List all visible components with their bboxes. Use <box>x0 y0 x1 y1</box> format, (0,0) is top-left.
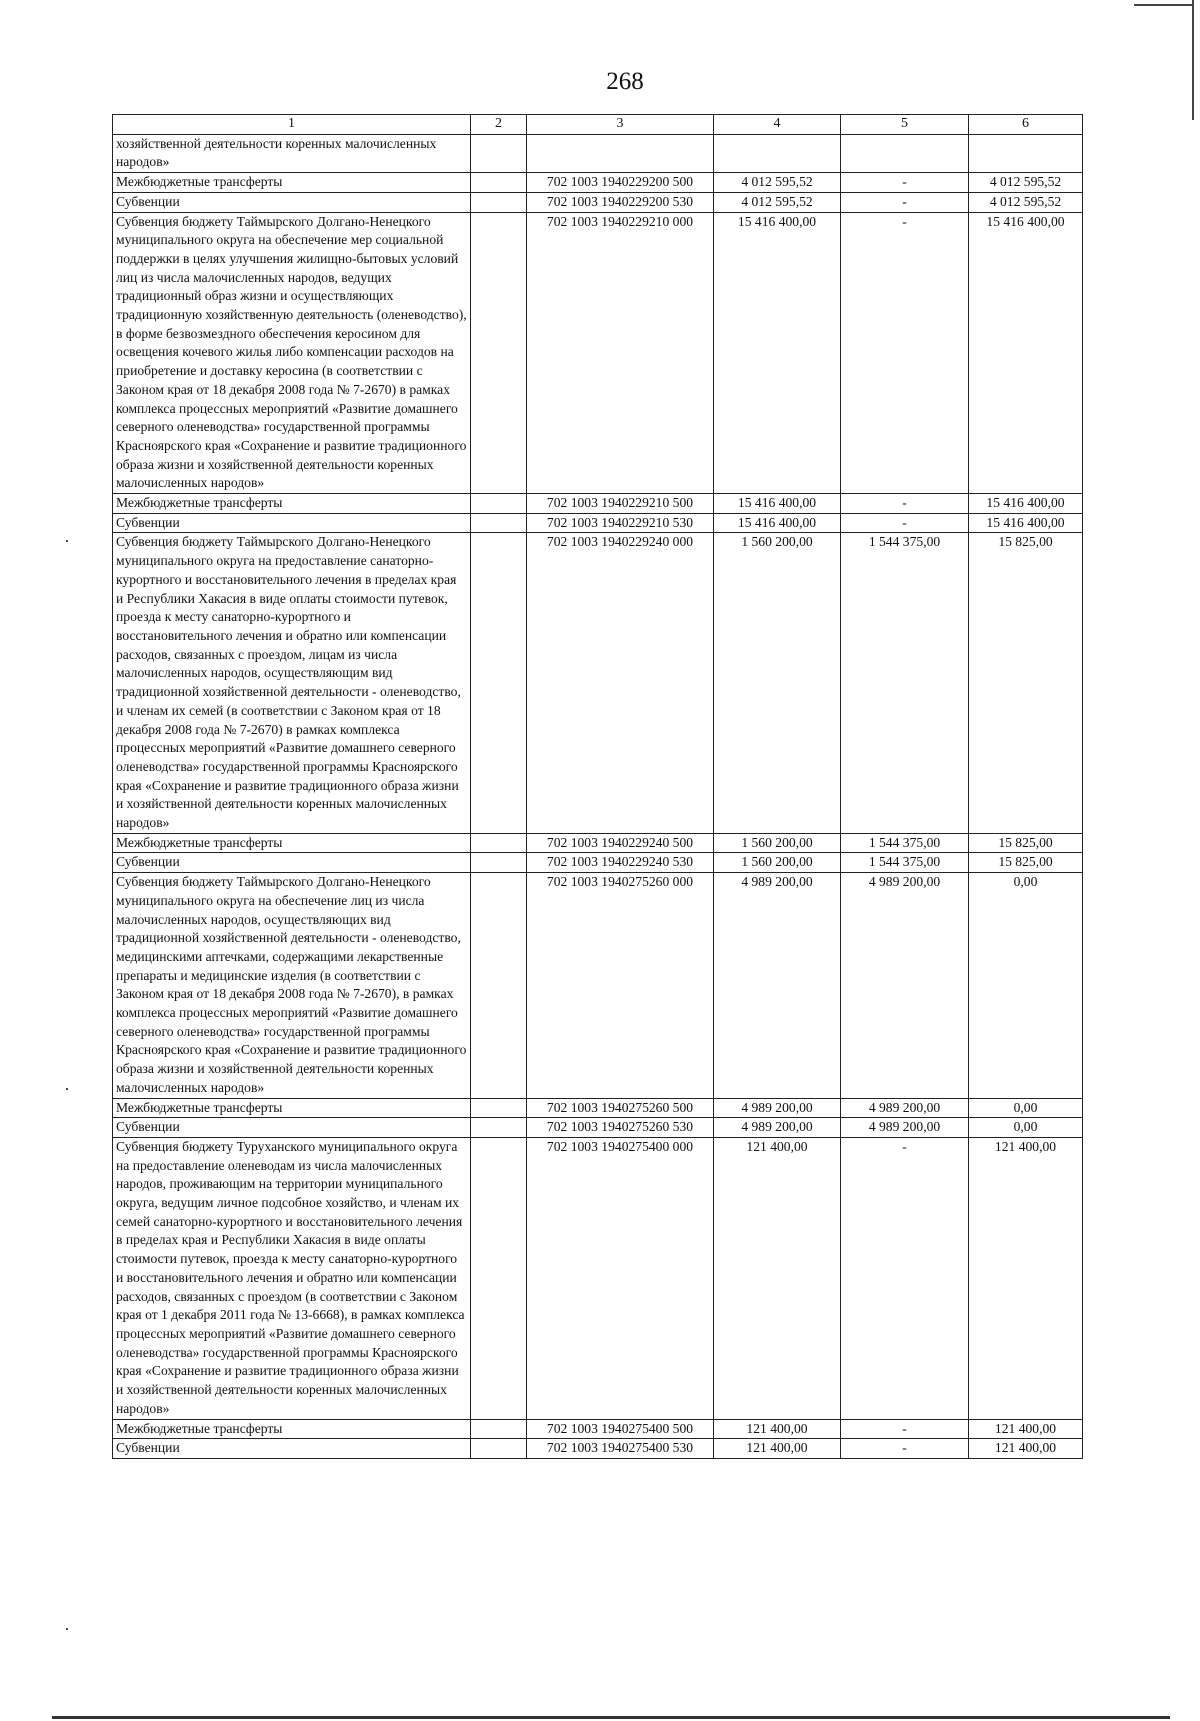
row-value-6: 15 416 400,00 <box>969 494 1083 514</box>
row-col-2 <box>471 513 527 533</box>
row-code: 702 1003 1940275400 000 <box>527 1137 714 1419</box>
row-value-5: - <box>841 173 969 193</box>
row-description: Межбюджетные трансферты <box>113 173 471 193</box>
row-value-5: 1 544 375,00 <box>841 853 969 873</box>
row-value-6: 15 825,00 <box>969 533 1083 833</box>
header-col-3: 3 <box>527 115 714 135</box>
row-value-4: 15 416 400,00 <box>714 212 841 494</box>
row-col-2 <box>471 134 527 172</box>
row-description: Субвенции <box>113 192 471 212</box>
row-value-6: 15 416 400,00 <box>969 212 1083 494</box>
row-description: Межбюджетные трансферты <box>113 1419 471 1439</box>
row-col-2 <box>471 1419 527 1439</box>
page-bottom-rule <box>52 1716 1170 1719</box>
row-value-4: 4 012 595,52 <box>714 192 841 212</box>
scan-dot <box>66 1088 68 1090</box>
table-row <box>113 833 1083 853</box>
row-code: 702 1003 1940275260 500 <box>527 1098 714 1118</box>
header-col-4: 4 <box>714 115 841 135</box>
row-description: Субвенция бюджету Таймырского Долгано-Ненецкого муниципального округа на обеспечение мер социальной поддержки в целях улучшения жилищно-бытовых условий лиц из числа малочисленных народов, ведущих традиционный образ жизни и осуществляющих традиционную хозяйственную деятельность (оленеводство), в форме безвозмездного обеспечения керосином для освещения кочевого жилья либо компенсации расходов на приобретение и доставку керосина (в соответствии с Законом края от 18 декабря 2008 года № 7-2670) в рамках комплекса процессных мероприятий «Развитие домашнего северного оленеводства» государственной программы Красноярского края «Сохранение и развитие традиционного образа жизни и хозяйственной деятельности коренных малочисленных народов» <box>113 212 471 494</box>
table-row <box>113 873 1083 1098</box>
scan-edge-mark <box>1134 4 1194 6</box>
row-value-5: - <box>841 1419 969 1439</box>
row-value-6 <box>969 134 1083 172</box>
row-code: 702 1003 1940229210 500 <box>527 494 714 514</box>
row-value-5: - <box>841 513 969 533</box>
row-description: Межбюджетные трансферты <box>113 833 471 853</box>
table-row <box>113 513 1083 533</box>
row-description: Межбюджетные трансферты <box>113 494 471 514</box>
row-code: 702 1003 1940229240 500 <box>527 833 714 853</box>
row-value-5: 4 989 200,00 <box>841 1118 969 1138</box>
row-description: Субвенция бюджету Туруханского муниципального округа на предоставление оленеводам из числа малочисленных народов, проживающим на территории муниципального округа, ведущим личное подсобное хозяйство, и членам их семей санаторно-курортного и восстановительного лечения в пределах края и Республики Хакасия в виде оплаты стоимости путевок, проезда к месту санаторно-курортного и восстановительного лечения и обратно или компенсации расходов, связанных с проездом (в соответствии с Законом края от 1 декабря 2011 года № 13-6668), в рамках комплекса процессных мероприятий «Развитие домашнего северного оленеводства» государственной программы Красноярского края «Сохранение и развитие традиционного образа жизни и хозяйственной деятельности коренных малочисленных народов» <box>113 1137 471 1419</box>
row-value-4: 4 012 595,52 <box>714 173 841 193</box>
row-value-5: - <box>841 494 969 514</box>
row-value-6: 15 416 400,00 <box>969 513 1083 533</box>
row-value-6: 121 400,00 <box>969 1419 1083 1439</box>
table-row <box>113 1118 1083 1138</box>
row-description: Субвенция бюджету Таймырского Долгано-Ненецкого муниципального округа на обеспечение лиц из числа малочисленных народов, осуществляющих вид традиционной хозяйственной деятельности - оленеводство, медицинскими аптечками, содержащими лекарственные препараты и медицинские изделия (в соответствии с Законом края от 18 декабря 2008 года № 7-2670), в рамках комплекса процессных мероприятий «Развитие домашнего северного оленеводства» государственной программы Красноярского края «Сохранение и развитие традиционного образа жизни и хозяйственной деятельности коренных малочисленных народов» <box>113 873 471 1098</box>
table-row <box>113 533 1083 833</box>
header-col-1: 1 <box>113 115 471 135</box>
row-value-4: 4 989 200,00 <box>714 1098 841 1118</box>
row-col-2 <box>471 494 527 514</box>
row-col-2 <box>471 1118 527 1138</box>
row-col-2 <box>471 212 527 494</box>
row-value-4 <box>714 134 841 172</box>
table-row <box>113 1098 1083 1118</box>
table-row <box>113 192 1083 212</box>
row-description: Субвенции <box>113 853 471 873</box>
row-value-4: 15 416 400,00 <box>714 494 841 514</box>
row-code: 702 1003 1940229240 530 <box>527 853 714 873</box>
row-value-5: - <box>841 1137 969 1419</box>
row-col-2 <box>471 533 527 833</box>
table-row <box>113 1137 1083 1419</box>
row-description: Субвенции <box>113 1439 471 1459</box>
table-row <box>113 173 1083 193</box>
budget-table <box>112 114 1083 1459</box>
row-code: 702 1003 1940229210 000 <box>527 212 714 494</box>
header-col-2: 2 <box>471 115 527 135</box>
row-value-4: 121 400,00 <box>714 1419 841 1439</box>
row-value-5: 4 989 200,00 <box>841 873 969 1098</box>
row-code: 702 1003 1940229200 500 <box>527 173 714 193</box>
scan-edge-mark <box>1192 0 1194 120</box>
row-description: Субвенции <box>113 513 471 533</box>
row-description: Субвенции <box>113 1118 471 1138</box>
row-value-5: - <box>841 192 969 212</box>
row-code: 702 1003 1940229240 000 <box>527 533 714 833</box>
table-row <box>113 1439 1083 1459</box>
page-number: 268 <box>606 68 644 95</box>
row-col-2 <box>471 192 527 212</box>
row-value-4: 121 400,00 <box>714 1137 841 1419</box>
row-value-5: 1 544 375,00 <box>841 833 969 853</box>
row-value-4: 4 989 200,00 <box>714 1118 841 1138</box>
row-value-5: - <box>841 1439 969 1459</box>
row-description: хозяйственной деятельности коренных малочисленных народов» <box>113 134 471 172</box>
row-value-5: 1 544 375,00 <box>841 533 969 833</box>
row-col-2 <box>471 1137 527 1419</box>
row-value-6: 4 012 595,52 <box>969 192 1083 212</box>
row-code: 702 1003 1940275260 530 <box>527 1118 714 1138</box>
row-value-6: 15 825,00 <box>969 853 1083 873</box>
row-value-6: 0,00 <box>969 1118 1083 1138</box>
header-col-6: 6 <box>969 115 1083 135</box>
row-value-5 <box>841 134 969 172</box>
row-code: 702 1003 1940275400 500 <box>527 1419 714 1439</box>
row-value-4: 15 416 400,00 <box>714 513 841 533</box>
row-value-4: 121 400,00 <box>714 1439 841 1459</box>
row-value-4: 4 989 200,00 <box>714 873 841 1098</box>
row-col-2 <box>471 1439 527 1459</box>
row-value-5: 4 989 200,00 <box>841 1098 969 1118</box>
header-row <box>113 115 1083 135</box>
header-col-5: 5 <box>841 115 969 135</box>
table-row <box>113 1419 1083 1439</box>
row-code: 702 1003 1940229210 530 <box>527 513 714 533</box>
row-value-4: 1 560 200,00 <box>714 533 841 833</box>
row-code: 702 1003 1940275260 000 <box>527 873 714 1098</box>
row-col-2 <box>471 873 527 1098</box>
row-value-6: 0,00 <box>969 873 1083 1098</box>
row-value-6: 15 825,00 <box>969 833 1083 853</box>
row-value-6: 121 400,00 <box>969 1439 1083 1459</box>
row-value-6: 121 400,00 <box>969 1137 1083 1419</box>
row-code: 702 1003 1940229200 530 <box>527 192 714 212</box>
row-value-5: - <box>841 212 969 494</box>
row-col-2 <box>471 173 527 193</box>
row-value-4: 1 560 200,00 <box>714 853 841 873</box>
scan-dot <box>66 540 68 542</box>
row-col-2 <box>471 853 527 873</box>
row-code <box>527 134 714 172</box>
table-row <box>113 212 1083 494</box>
table-row <box>113 494 1083 514</box>
row-value-4: 1 560 200,00 <box>714 833 841 853</box>
row-col-2 <box>471 1098 527 1118</box>
row-col-2 <box>471 833 527 853</box>
table-row <box>113 853 1083 873</box>
row-description: Субвенция бюджету Таймырского Долгано-Ненецкого муниципального округа на предоставление санаторно-курортного и восстановительного лечения в пределах края и Республики Хакасия в виде оплаты стоимости путевок, проезда к месту санаторно-курортного и восстановительного лечения и обратно или компенсации расходов, связанных с проездом, лицам из числа малочисленных народов, осуществляющим вид традиционной хозяйственной деятельности - оленеводство, и членам их семей (в соответствии с Законом края от 18 декабря 2008 года № 7-2670) в рамках комплекса процессных мероприятий «Развитие домашнего северного оленеводства» государственной программы Красноярского края «Сохранение и развитие традиционного образа жизни и хозяйственной деятельности коренных малочисленных народов» <box>113 533 471 833</box>
row-description: Межбюджетные трансферты <box>113 1098 471 1118</box>
table-row <box>113 134 1083 172</box>
row-value-6: 0,00 <box>969 1098 1083 1118</box>
scan-dot <box>66 1628 68 1630</box>
row-code: 702 1003 1940275400 530 <box>527 1439 714 1459</box>
row-value-6: 4 012 595,52 <box>969 173 1083 193</box>
